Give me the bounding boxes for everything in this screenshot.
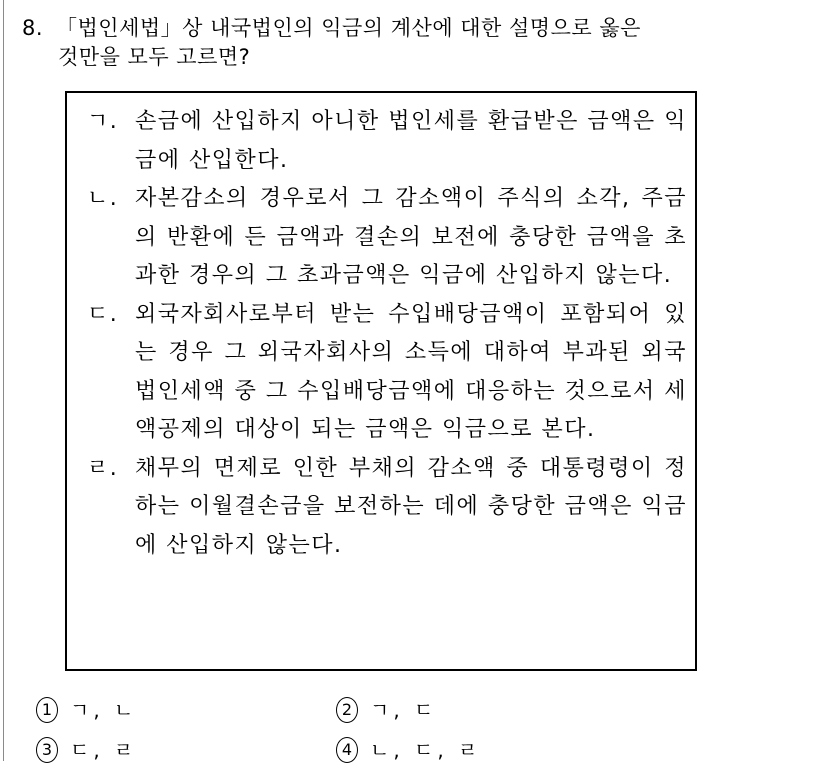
- statement-marker: ㄹ.: [87, 455, 119, 481]
- statement-item: [87, 103, 687, 180]
- choice-row: [36, 690, 736, 730]
- statement-item: [87, 180, 687, 296]
- question-stem: [22, 14, 802, 72]
- statements-list: [87, 103, 687, 565]
- choice-1[interactable]: [36, 690, 336, 730]
- statement-text: 자본감소의 경우로서 그 감소액이 주식의 소각, 주금의 반환에 든 금액과 결손의 보전에 충당한 금액을 초과한 경우의 그 초과금액은 익금에 산입하지 않는다.: [135, 186, 687, 288]
- circled-number-1-icon: 1: [36, 697, 58, 723]
- question-number: 8.: [22, 16, 44, 40]
- statement-marker: ㄴ.: [87, 186, 119, 211]
- question-text-line-1: 「법인세법」상 내국법인의 익금의 계산에 대한 설명으로 옳은: [56, 16, 641, 40]
- circled-number-2-icon: 2: [336, 697, 358, 723]
- statement-marker: ㄱ.: [87, 109, 119, 134]
- statement-item: [87, 450, 687, 566]
- question-text-line-2: 것만을 모두 고르면?: [58, 45, 251, 69]
- choice-text: ㄷ, ㄹ: [70, 738, 138, 762]
- statement-text: 채무의 면제로 인한 부채의 감소액 중 대통령령이 정하는 이월결손금을 보전하는 데에 충당한 금액은 익금에 산입하지 않는다.: [135, 455, 687, 558]
- choice-row: [36, 730, 736, 770]
- statement-text: 손금에 산입하지 아니한 법인세를 환급받은 금액은 익금에 산입한다.: [135, 109, 687, 173]
- statement-marker: ㄷ.: [87, 301, 119, 327]
- answer-choices: [36, 690, 736, 770]
- circled-number-4-icon: 4: [336, 737, 358, 763]
- choice-text: ㄱ, ㄴ: [70, 698, 138, 722]
- circled-number-3-icon: 3: [36, 737, 58, 763]
- choice-2[interactable]: [336, 690, 636, 730]
- choice-text: ㄱ, ㄷ: [370, 698, 438, 722]
- page-left-rule: [3, 0, 4, 761]
- choice-text: ㄴ, ㄷ, ㄹ: [370, 738, 482, 762]
- choice-4[interactable]: [336, 730, 636, 770]
- question-line-1: [22, 14, 802, 43]
- statements-box: [65, 91, 697, 671]
- statement-item: [87, 296, 687, 450]
- statement-text: 외국자회사로부터 받는 수입배당금액이 포함되어 있는 경우 그 외국자회사의 소득에 대하여 부과된 외국법인세액 중 그 수입배당금액에 대응하는 것으로서 세액공제의 대상이 되는 금액은 익금으로 본다.: [135, 301, 687, 442]
- choice-3[interactable]: [36, 730, 336, 770]
